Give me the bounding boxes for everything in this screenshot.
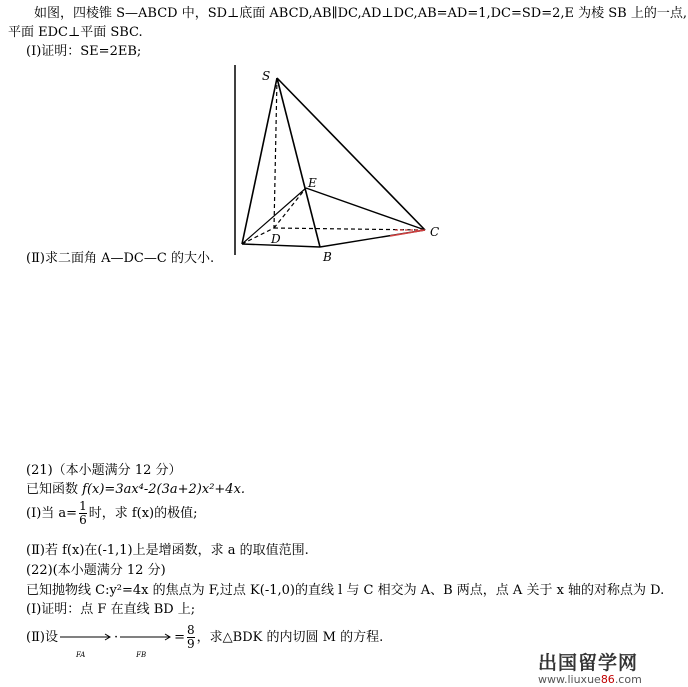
fraction-eight-ninths: [187, 624, 195, 651]
vertex-label-b: B: [323, 250, 332, 264]
edge-sb: [277, 78, 320, 247]
problem21-header: (21)（本小题满分 12 分）: [26, 463, 182, 478]
pyramid-figure: [230, 60, 450, 270]
fraction-numerator: 1: [79, 499, 87, 513]
watermark-site-name: 出国留学网: [538, 652, 639, 674]
watermark-url: [538, 673, 642, 686]
problem22-part2-suffix: ，求△BDK 的内切圆 M 的方程.: [196, 630, 384, 645]
problem22-header: (22)(本小题满分 12 分): [26, 563, 166, 578]
problem20-line1: 如图，四棱锥 S—ABCD 中，SD⊥底面 ABCD,AB∥DC,AD⊥DC,AB=AD=1,DC=SD=2,E 为棱 SB 上的一点,: [34, 6, 687, 21]
problem22-part2: [26, 623, 384, 659]
watermark-logo: [538, 648, 642, 686]
vertex-label-e: E: [308, 176, 317, 190]
problem21-part1-suffix: 时，求 f(x)的极值;: [88, 506, 198, 521]
vertex-label-s: S: [262, 69, 271, 83]
problem22-part2-prefix: (Ⅱ)设: [26, 630, 58, 645]
vector-fa-label: FA: [75, 650, 86, 659]
vector-dot: ·: [113, 630, 119, 645]
vector-fa: [58, 631, 114, 659]
edge-sd: [274, 78, 277, 228]
problem21-part1: [26, 499, 198, 529]
problem21-part2: (Ⅱ)若 f(x)在(-1,1)上是增函数，求 a 的取值范围.: [26, 543, 309, 558]
problem20-part2: (Ⅱ)求二面角 A—DC—C 的大小.: [26, 251, 215, 266]
edge-sc: [277, 78, 425, 230]
edge-sa: [242, 78, 277, 244]
watermark-url-prefix: www.liuxue: [538, 673, 601, 686]
problem20-part1: (Ⅰ)证明：SE=2EB;: [26, 44, 142, 59]
watermark-url-number: 86: [600, 673, 615, 686]
problem21-stem-prefix: 已知函数: [26, 482, 83, 497]
problem21-stem-function: f(x)=3ax⁴-2(3a+2)x²+4x.: [82, 482, 246, 497]
problem22-equals: =: [174, 630, 186, 645]
fraction-denominator: 9: [187, 637, 195, 651]
fraction-one-sixth: [79, 500, 87, 527]
watermark-url-suffix: .com: [614, 673, 642, 686]
fraction-numerator: 8: [187, 623, 195, 637]
vertex-label-d: D: [271, 232, 281, 246]
edge-de: [274, 188, 306, 228]
problem22-part1: (Ⅰ)证明：点 F 在直线 BD 上;: [26, 602, 196, 617]
highlight-bc: [390, 230, 425, 236]
fraction-denominator: 6: [79, 513, 87, 527]
problem22-stem: 已知抛物线 C:y²=4x 的焦点为 F,过点 K(-1,0)的直线 l 与 C 相交为 A、B 两点，点 A 关于 x 轴的对称点为 D.: [26, 583, 665, 598]
vector-fb-label: FB: [136, 650, 147, 659]
edge-ec: [306, 188, 425, 230]
vertex-label-c: C: [430, 225, 440, 239]
vector-fb: [118, 631, 174, 659]
problem21-part1-prefix: (Ⅰ)当 a=: [26, 506, 78, 521]
problem21-stem: [26, 482, 245, 498]
edge-ab: [242, 244, 320, 247]
problem20-line2: 平面 EDC⊥平面 SBC.: [8, 25, 143, 40]
